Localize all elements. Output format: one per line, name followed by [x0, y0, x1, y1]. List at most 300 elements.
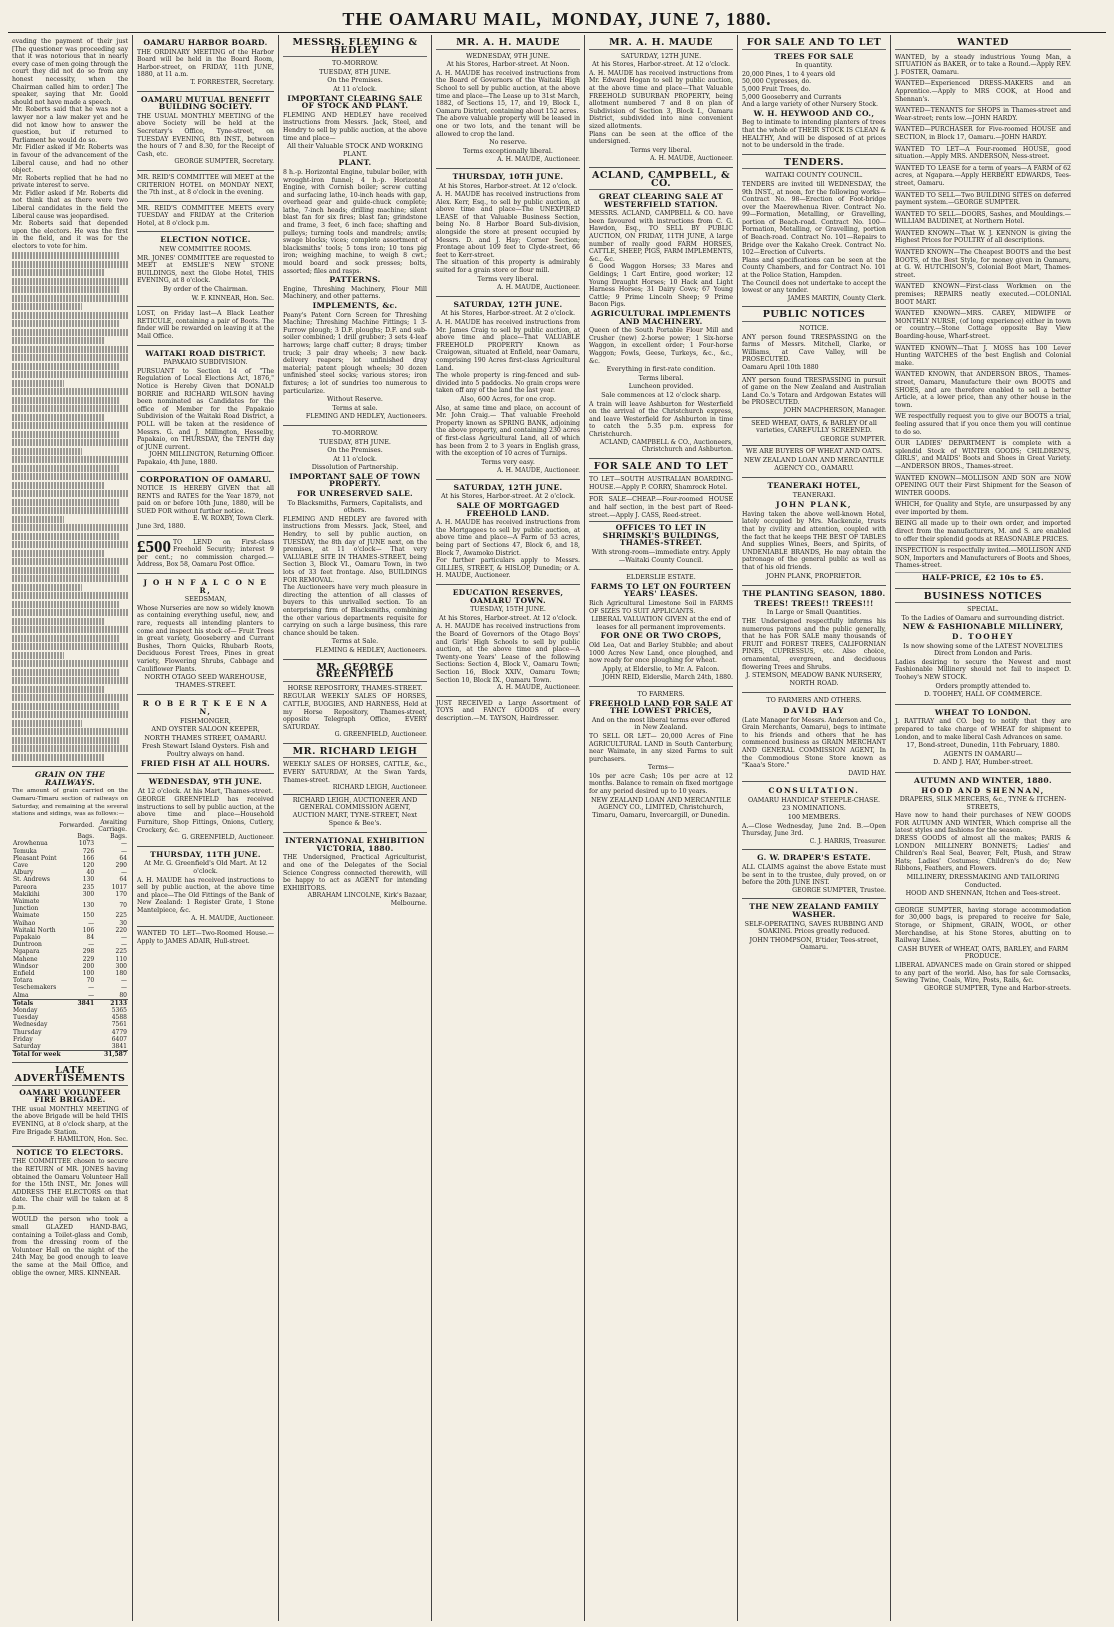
grain-total-cell: 2133: [95, 999, 128, 1007]
sumpter-ad: [895, 904, 1071, 997]
leigh-ad: [283, 744, 427, 833]
late-heading: LATE ADVERTISEMENTS: [12, 1067, 128, 1085]
grain-bags: 40: [86, 869, 95, 877]
greenfield-sub: HORSE REPOSITORY, THAMES-STREET.: [287, 683, 423, 692]
ladies: To the Ladies of Oamaru and surrounding district.: [901, 613, 1065, 622]
tenders-body: TENDERS are invited till WEDNESDAY, the 9th INST., at noon, for the following works— Contract No. 98—Erection of Foot-bridge over the Maerewhenua River. Contract No. 99—Formation, Metalling, or Gravelling, portion of Beach-road. Contract No. 100—Formation, Metalling, or Gravelling, portion of Beach-road. Contract No. 101—Repairs to Bridge over the Kakaho Creek. Contract No. 102—Erection of Culverts.: [742, 180, 886, 257]
grain-bags: 130: [82, 876, 95, 884]
electors-heading: NOTICE TO ELECTORS.: [16, 1147, 124, 1157]
fh2-important: IMPORTANT SALE OF TOWN PROPERTY.: [289, 471, 421, 489]
week-row: [12, 1007, 128, 1014]
fh2-to-black: To Blacksmiths, Farmers, Capitalists, and others.: [287, 498, 423, 515]
grain-row: [12, 848, 128, 855]
waitaki-sub: PAPAKAIO SUBDIVISION.: [163, 358, 248, 367]
planting-heading: THE PLANTING SEASON, 1880.: [742, 589, 886, 599]
maude-also: Also, 600 Acres, for one crop.: [459, 394, 557, 403]
greenfield-wed-ad: [137, 774, 274, 847]
week-bags: 7561: [111, 1021, 127, 1029]
election-notice-ad: [137, 232, 274, 307]
wanted-item: WANTED—PURCHASER for Five-roomed HOUSE and SECTION, in Block 17, Oamaru.—JOHN HARDY.: [895, 125, 1071, 144]
millinery: NEW & FASHIONABLE MILLINERY,: [902, 622, 1064, 632]
wanted-item: WANTED TO SELL—DOORS, Sashes, and Mouldings.—WILLIAM BAUDINET, at Northern Hotel.: [895, 210, 1071, 229]
leigh-mart: RICHARD LEIGH, AUCTIONEER AND GENERAL COMMISSION AGENT, AUCTION MART, TYNE-STREET, Next Spence & Bee's.: [292, 795, 418, 827]
fh2-more: The Auctioneers have very much pleasure in directing the attention of all classes of buyers to this unrivalled section. To an enterprising firm of Blacksmiths, combining the other various departments requisite for carrying on such a large business, this rare chance should be taken.: [283, 584, 427, 637]
grain-station: Waimate: [13, 912, 40, 920]
report-line: Mr. Roberts said that he was not a lawyer nor a law maker yet and he did not know how to answer the question, but if returned to Parliament he would do so.: [12, 106, 128, 144]
grain-heading: GRAIN ON THE RAILWAYS.: [34, 770, 106, 787]
large-small: In Large or Small Quantities.: [766, 608, 862, 617]
masthead: [8, 6, 1106, 33]
falconer-ad: [137, 574, 274, 695]
report-line: Mr. Roberts said that depended upon the electors. He was the first in the field, and it was for the electors to vote for him.: [12, 220, 128, 251]
grain-row: [12, 934, 128, 941]
trees-heading: TREES FOR SALE: [774, 51, 854, 61]
acland-sub: GREAT CLEARING SALE AT WESTERFIELD STATION.: [598, 192, 724, 209]
grain-bags: 180: [115, 969, 127, 977]
wheat-london-ad: [895, 705, 1071, 773]
week-bags: 3841: [111, 1042, 127, 1050]
grain-bags: —: [88, 919, 95, 927]
grain-row: [12, 970, 128, 977]
nursery-addr: NORTH OTAGO SEED WAREHOUSE, THAMES-STREET.: [144, 673, 267, 689]
fh-premises: On the Premises.: [327, 76, 383, 85]
maude-body1b: The above valuable property will be leased in one or two lots, and the tenant will be allowed to crop the land.: [436, 115, 580, 138]
maude-sign: A. H. MAUDE, Auctioneer.: [191, 914, 274, 922]
grain-col-header: Awaiting Carriage.: [98, 818, 127, 833]
maude-wed: WEDNESDAY, 9TH JUNE.: [465, 51, 551, 60]
leigh-body: WEEKLY SALES OF HORSES, CATTLE, &c., EVERY SATURDAY, At the Swan Yards, Thames-street.: [283, 761, 427, 784]
maude-thu: THURSDAY, 10TH JUNE.: [452, 171, 564, 181]
fh-tomorrow: TO-MORROW.: [331, 59, 379, 68]
trees-item: 50,000 Cypresses, do.: [742, 78, 812, 86]
fh-implements-body: Peany's Patent Corn Screen for Threshing Machine; Threshing Machine Fittings; 1 3-Furrow plough; 3 D.F. ploughs; D.F. and sub-soiler combined; 1 drill grubber; 3 sets 4-leaf harrows; large chaff cutter; 8 drays; timber truck; 3 pair dray wheels; 3 new back-delivery reapers; lot unfinished dray material; patent plough wheels; 30 dozen unfinished steel socks; various stores; iron fixtures; a lot of sundries too numerous to particularize.: [283, 311, 427, 395]
electors-body: THE COMMITTEE chosen to secure the RETURN of MR. JONES having obtained the Oamaru Volunteer Hall for the 15th INST., Mr. Jones will ADDRESS THE ELECTORS on that date. The chair will be taken at 8 p.m.: [12, 1158, 128, 1211]
agri-heading: AGRICULTURAL IMPLEMENTS AND MACHINERY.: [590, 309, 732, 326]
grain-row: [12, 984, 128, 991]
corp-heading: CORPORATION OF OAMARU.: [139, 474, 272, 484]
grain-station: Pleasant Point: [13, 854, 57, 862]
washer-body: SELF-OPERATING, SAVES RUBBING AND SOAKING. Prices greatly reduced.: [744, 919, 884, 936]
society-heading: OAMARU MUTUAL BENEFIT BUILDING SOCIETY.: [140, 94, 271, 112]
maude2-heading: MR. A. H. MAUDE: [589, 39, 733, 50]
fire-body: THE usual MONTHLY MEETING of the above Brigade will be held THIS EVENING, at 8 o'clock sharp, at the Fire Brigade Station.: [12, 1105, 128, 1136]
half-price: HALF-PRICE, £2 10s to £5.: [922, 573, 1044, 583]
agents-name: D. AND J. HAY, Humber-street.: [933, 758, 1033, 767]
greenfield-repo-body: REGULAR WEEKLY SALES OF HORSES, CATTLE, BUGGIES, AND HARNESS, Held at my Horse Repository, Thames-street, opposite Telegraph Office, EVERY SATURDAY.: [283, 693, 427, 731]
london-body: J. RATTRAY and CO. beg to notify that they are prepared to take charge of WHEAT for shipment to London, and to make liberal Cash Advances on same.: [895, 718, 1071, 741]
grain-col-header: Forwarded.: [59, 822, 95, 830]
wanted-item: WANTED KNOWN, that ANDERSON BROS., Thames-street, Oamaru, Manufacture their own BOOTS and SHOES, and are therefore enabled to sell a better Article, at a lower price, than any other house in the town.: [895, 370, 1071, 412]
grain-bags: 70: [119, 901, 127, 909]
eld-apply: Apply, at Elderslie, to Mr. A. Falcon.: [602, 664, 720, 673]
grain-unit: Bags.: [77, 833, 95, 841]
toohey-sign: D. TOOHEY, HALL OF COMMERCE.: [923, 690, 1043, 699]
acland-heading: ACLAND, CAMPBELL, & CO.: [589, 172, 733, 190]
hotel-sign: JOHN PLANK, PROPRIETOR.: [766, 571, 862, 580]
wanted-item: BEING all made up to their own order, and imported direct from the manufacturers, M. and S. are enabled to offer their splendid goods at REASONABLE PRICES.: [895, 519, 1071, 546]
election-sub: NEW COMMITTEE ROOMS.: [159, 245, 252, 254]
leigh-sign: RICHARD LEIGH, Auctioneer.: [332, 784, 427, 792]
greenfield-repo-sign: G. GREENFIELD, Auctioneer.: [334, 731, 427, 739]
elderslie-ad: [589, 570, 733, 687]
grain-bags: 300: [82, 890, 95, 898]
week-row: [12, 1021, 128, 1028]
wanted-list: [895, 53, 1071, 573]
grain-bags: 225: [115, 948, 127, 956]
grain-bags: 120: [82, 861, 95, 869]
grain-row: [12, 920, 128, 927]
offices-heading: OFFICES TO LET IN SHRIMSKI'S BUILDINGS, THAMES-STREET.: [602, 523, 720, 548]
grain-row: [12, 963, 128, 970]
fsl-body1: TO LET—SOUTH AUSTRALIAN BOARDING-HOUSE.—Apply P. CORRY, Shamrock Hotel.: [589, 476, 733, 491]
maude2-body-b: Plans can be seen at the office of the undersigned.: [589, 130, 733, 146]
grain-station: Ngapara: [13, 948, 40, 956]
keenan-addr: NORTH THAMES STREET, OAMARU.: [144, 733, 267, 742]
week-row: [12, 1029, 128, 1036]
wanted-item: WANTED KNOWN—MRS. CAREY, MIDWIFE or MONTHLY NURSE, (of long experience) either in town or country.—Stone Cottage opposite Bay View Boarding-house, Wharf-street.: [895, 309, 1071, 343]
maude-suburban-ad: [589, 35, 733, 168]
bn-heading: BUSINESS NOTICES: [895, 593, 1071, 604]
nursery-trade: SEEDSMAN,: [184, 595, 227, 604]
maude-stores: At his Stores, Harbor-street. At Noon.: [446, 60, 570, 69]
cash-sign: GEORGE SUMPTER, Tyne and Harbor-streets.: [924, 984, 1071, 992]
hood-sign: HOOD AND SHENNAN, Itchen and Tees-street.: [905, 889, 1061, 898]
maude-sign3: A. H. MAUDE, Auctioneer.: [497, 467, 580, 475]
hay-ad: [742, 693, 886, 782]
maude2-sign: A. H. MAUDE, Auctioneer.: [650, 155, 733, 163]
freehold-body: TO SELL OR LET— 20,000 Acres of Fine AGRICULTURAL LAND in South Canterbury, near Waimate, in any sized Farms to suit purchasers.: [589, 732, 733, 763]
seed-body: SEED WHEAT, OATS, & BARLEY Of all varieties, CAREFULLY SCREENED.: [751, 418, 877, 435]
keenan-body: Fresh Stewart Island Oysters. Fish and Poultry always on hand.: [141, 742, 270, 758]
maude-body2: A. H. MAUDE has received instructions from Alex. Kerr, Esq., to sell by public auction, at above time and place—The UNEXPIRED LEASE of that Valuable Business Section, being No. 8 Harbor Board Sub-division, alongside the store at present occupied by Messrs. D. and J. Hay; Corner Section; Frontage about 109 feet to Clyde-street, 66 feet to Kerr-street.: [436, 191, 580, 259]
lost-body: LOST, on Friday last—A Black Leather RETICULE, containing a pair of Boots. The finder will be rewarded on leaving it at the Mail Office.: [137, 310, 274, 340]
maude-mortgage-ad: [436, 480, 580, 585]
grain-bags: 110: [115, 955, 127, 963]
expo-heading: INTERNATIONAL EXHIBITION VICTORIA, 1880.: [285, 836, 425, 853]
offices-sub: With strong-room—immediate entry. Apply—Waitaki County Council.: [591, 548, 731, 564]
maude-stores2: At his Stores, Harbor-street. At 12 o'clock.: [438, 181, 578, 190]
maude-mortgage: SALE OF MORTGAGED FREEHOLD LAND.: [456, 501, 560, 518]
grain-row: [12, 884, 128, 891]
edu-heading: EDUCATION RESERVES, OAMARU TOWN.: [452, 588, 564, 605]
fh2-terms: Terms at Sale.: [331, 637, 379, 646]
maude-body1: A. H. MAUDE has received instructions from the Board of Governors of the Waitaki High School to sell by public auction, at the above time and place—The Lease up to 31st March, 1882, of Sections 15, 17, and 19, Block I., Oamaru District, containing about 152 acres.: [436, 69, 580, 115]
grain-row: [12, 977, 128, 984]
maude-thu-ad: [137, 847, 274, 927]
edu-tue: TUESDAY, 15TH JUNE.: [470, 605, 546, 614]
grain-row: [12, 898, 128, 912]
grain-row: [12, 862, 128, 869]
grain-bags: —: [121, 840, 127, 848]
fh2-unreserved: FOR UNRESERVED SALE.: [297, 489, 413, 499]
keenan-name: R O B E R T K E E N A N,: [142, 699, 269, 716]
trees-qty: In quantity.: [795, 61, 833, 70]
grain-station: Windsor: [13, 962, 39, 970]
wanted-item: WANTED TO SELL—Two BUILDING SITES on deferred payment system.—GEORGE SUMPTER.: [895, 191, 1071, 210]
hood-dept: MILLINERY, DRESSMAKING AND TAILORING Conducted.: [906, 873, 1060, 889]
grain-bags: 298: [82, 948, 95, 956]
maude-terms2: Terms very liberal.: [477, 274, 539, 283]
lost-notice: [137, 307, 274, 345]
fh-without-reserve: Without Reserve.: [327, 395, 383, 404]
grain-row: [12, 855, 128, 862]
toys-body: JUST RECEIVED a Large Assortment of TOYS and FANCY GOODS of every description.—M. TAYSON, Hairdresser.: [436, 699, 580, 722]
maude-wed-ad: [436, 35, 580, 169]
edu-sign: A. H. MAUDE, Auctioneer.: [497, 684, 580, 692]
seed-sign: GEORGE SUMPTER.: [820, 435, 886, 443]
notice2-sign: JOHN MACPHERSON, Manager.: [783, 406, 886, 414]
grain-station: Mahene: [13, 955, 38, 963]
fleming-hedley-town-ad: [283, 426, 427, 660]
maude-body: A. H. MAUDE has received instructions to sell by public auction, at the above time and place—The Old Fittings of the Bank of New Zealand: 1 Register Grate, 1 Stone Mantelpiece, &c.: [137, 876, 274, 914]
wanted-item: WHICH, for Quality and Style, are unsurpassed by any ever imported by them.: [895, 500, 1071, 519]
week-row: [12, 1036, 128, 1043]
fh2-tue: TUESDAY, 8TH JUNE.: [319, 437, 391, 446]
buyers-body: WE ARE BUYERS OF WHEAT AND OATS.: [746, 447, 882, 456]
buyers-sign: NEW ZEALAND LOAN AND MERCANTILE AGENCY CO., OAMARU.: [743, 455, 885, 472]
harbor-body: THE ORDINARY MEETING of the Harbor Board will be held in the Board Room, Harbor-street, on FRIDAY, 11th JUNE, 1880, at 11 a.m.: [137, 48, 274, 79]
nursery-name: J O H N F A L C O N E R,: [143, 578, 268, 595]
hotel-ad: [742, 478, 886, 586]
grain-row: [12, 912, 128, 919]
edu-stores: At his Stores, Harbor-street. At 12 o'clock.: [438, 613, 578, 622]
fh-valuable: All their Valuable STOCK AND WORKING PLANT.: [287, 142, 423, 158]
notice1-date: Oamaru April 10th 1880: [742, 363, 819, 371]
late-advertisements: [12, 1063, 128, 1281]
election-heading: ELECTION NOTICE.: [160, 235, 251, 245]
heywood-name: W. H. HEYWOOD AND CO.,: [753, 108, 875, 118]
columns: [8, 35, 1106, 1621]
fh-plant-body: 8 h.-p. Horizontal Engine, tubular boiler, with wrought-iron funnel; 4 h.-p. Horizontal Engine, with Cornish boiler; screw cutting and surfacing lathe, 10-inch heads with gap, overhead gear and guide-chuck complete; lathe, 7-inch heads; drilling machine; silent blast fan for six fires; blast fan; grindstone and frame, 3 feet, 6 inch face; shafting and pulleys; turning tools and mandrels; anvils; swage blocks; vices; complete assortment of blacksmiths' tools; 5 tons iron; 10 tons pig iron; weighing machine, to weigh 8 cwt.; mould board and sock presses; bolts, assorted; files and rasps.: [283, 168, 427, 275]
maude-body3c: Also, at same time and place, on account of Mr. John Craig.— That valuable Freehold Property known as SPRING BANK, adjoining the above property, and containing 230 acres of first-class Agricultural Land, all of which has been from 2 to 3 years in English grass, with the exception of 10 acres of Turnips.: [436, 404, 580, 458]
tenders-plans: Plans and specifications can be seen at the County Chambers, and for Contract No. 101 at the Police Station, Hampden.: [742, 256, 886, 280]
eld-sign: JOHN REID, Elderslie, March 24th, 1880.: [602, 674, 733, 682]
washer-heading: THE NEW ZEALAND FAMILY WASHER.: [749, 902, 879, 919]
grain-total-cell: 3841: [58, 999, 95, 1007]
notice2-body: ANY person found TRESPASSING in pursuit of game on the New Zealand and Australian Land Co.'s Totara and Ardgowan Estates will be PROSECUTED.: [742, 376, 886, 407]
grain-bags: 166: [82, 854, 95, 862]
draper-ad: [742, 850, 886, 899]
lend-amount: £500: [137, 536, 171, 556]
eldersl-heading: ELDERSLIE ESTATE.: [626, 573, 696, 582]
fsl6-heading: FOR SALE AND TO LET: [742, 39, 886, 50]
fsl-body2: FOR SALE—CHEAP.—Four-roomed HOUSE and half section, in the best part of Reed-street.—Apply J. CASS, Reed-street.: [589, 496, 733, 519]
harbor-heading: OAMARU HARBOR BOARD.: [143, 38, 268, 47]
grain-bags: 106: [82, 926, 95, 934]
lend-body: TO LEND on First-class Freehold Security; interest 9 per cent.; no commission charged.—Address, Box 58, Oamaru Post Office.: [137, 538, 274, 569]
hood-list: DRESS GOODS of almost all the makes; PARIS & LONDON MILLINERY BONNETS; Ladies' and Children's Real Seal, Beaver, Felt, Plush, and Straw Hats; Ladies' Costumes; Children's do do; New Ribbons, Feathers, and Flowers.: [895, 835, 1071, 873]
hay-body: (Late Manager for Messrs. Anderson and Co., Grain Merchants, Oamaru), begs to intimate to his friends and others that he has commenced business as GRAIN MERCHANT AND GENERAL COMMISSION AGENT, In the Commodious Stone Store known as "Kaaa's Store.": [742, 716, 886, 770]
reid-committee-ad: [137, 171, 274, 202]
one-two: FOR ONE OR TWO CROPS,: [600, 631, 722, 641]
maude-reserve: No reserve.: [489, 138, 527, 147]
waitaki-date: Papakaio, 4th June, 1880.: [137, 458, 218, 466]
sumpter-body: GEORGE SUMPTER, having storage accommodation for 30,000 bags, is prepared to receive for Sale, Storage, or Shipment, GRAIN, WOOL, or other Merchandise, at his Stone Stores, abutting on to Railway Lines.: [895, 906, 1071, 945]
grain-bags: 1017: [111, 883, 127, 891]
week-total-cell: 31,587: [89, 1051, 128, 1059]
thu-heading: THURSDAY, 11TH JUNE.: [150, 849, 261, 859]
grain-on-railways: [12, 767, 128, 1063]
week-total: [12, 1051, 128, 1059]
fh-intro: FLEMING AND HEDLEY have received instructions from Messrs. Jack, Steel, and Hendry to sell by public auction, at the above time and place—: [283, 111, 427, 142]
wanted-item: WANTED KNOWN—That W. J. KENNON is giving the Highest Prices for POULTRY of all descriptions.: [895, 229, 1071, 248]
agri-body: Queen of the South Portable Flour Mill and Crusher (new) 2-horse power; 1 Six-horse Waggon, in excellent order; 1 Four-horse Waggon; Fowls, Geese, Turkeys, &c., &c., &c.: [589, 327, 733, 365]
draper-sign: GEORGE SUMPTER, Trustee.: [792, 886, 886, 894]
week-day: Saturday: [13, 1042, 41, 1050]
corp-date: June 3rd, 1880.: [137, 523, 186, 531]
grain-station: Arowhenua: [13, 840, 48, 848]
maude-terms: Terms exceptionally liberal.: [463, 146, 553, 155]
waitaki-heading: WAITAKI ROAD DISTRICT.: [145, 348, 266, 358]
autumn: AUTUMN AND WINTER, 1880.: [914, 775, 1052, 785]
toohey-body: Is now showing some of the LATEST NOVELTIES Direct from London and Paris.: [903, 641, 1063, 658]
one-two-body: Old Lea, Oat and Barley Stubble; and about 1000 Acres New Land, once ploughed, and now ready for once ploughing for wheat.: [589, 641, 733, 665]
wanted-item: OUR LADIES' DEPARTMENT is complete with a splendid Stock of WINTER GOODS; CHILDREN'S, GIRLS', and MAIDS' Boots and Shoes in Great Variety.—ANDERSON BROS., Thames-street.: [895, 439, 1071, 473]
grain-row: [12, 876, 128, 883]
washer-sign: JOHN THOMPSON, B'tider, Tees-street, Oamaru.: [749, 935, 879, 952]
fh-implements-heading: IMPLEMENTS, &c.: [312, 301, 398, 310]
fleming-hedley-ad: [283, 35, 427, 426]
grain-row: [12, 840, 128, 847]
wanted-item: WANTED—Experienced DRESS-MAKERS and an Apprentice.—Apply to MRS COOK, at Hood and Shennan's.: [895, 79, 1071, 106]
wed-heading: WEDNESDAY, 9TH JUNE.: [148, 777, 263, 787]
wanted-item: WANTED TO LET—A Four-roomed HOUSE, good situation.—Apply MRS. ANDERSON, Ness-street.: [895, 145, 1071, 164]
hay-name: DAVID HAY: [783, 705, 845, 715]
grain-bags: 300: [115, 962, 127, 970]
grain-bags: —: [121, 977, 127, 985]
maude-sat: SATURDAY, 12TH JUNE.: [453, 299, 563, 309]
planting-sign: J. STEMSON, MEADOW BANK NURSERY, NORTH ROAD.: [745, 671, 883, 687]
trees-item: 20,000 Pines, 1 to 4 years old: [742, 70, 836, 78]
notice-label: NOTICE.: [799, 324, 829, 332]
week-bags: 4588: [111, 1014, 127, 1022]
grain-bags: —: [88, 941, 95, 949]
column-1: [8, 35, 133, 1621]
freehold-ad: [589, 687, 733, 825]
grain-bags: 200: [82, 962, 95, 970]
nursery-body: Whose Nurseries are now so widely known as containing everything useful, new, and rare, requests all intending planters to come and inspect his stock of— Fruit Trees in great variety, Gooseberry and Currant Bushes, Thorn Quicks, Rhubarb Roots, Deciduous Forest Trees, Pines in great variety, Flowering Shrubs, Cabbage and Cauliflower Plants.: [137, 604, 274, 673]
grain-bags: 225: [115, 912, 127, 920]
grain-row: [12, 992, 128, 1000]
edu-body: A. H. MAUDE has received instructions from the Board of Governors of the Otago Boys' and Girls' High Schools to sell by public auction, at the above time and place—A Twenty-one Years' Lease of the following Sections: Section 4, Block V., Oamaru Town; Section 16, Block XXIV., Oamaru Town; Section 10, Block IX., Oamaru Town.: [436, 623, 580, 684]
election-sign: W. F. KINNEAR, Hon. Sec.: [191, 294, 274, 302]
greenfield-repository-ad: [283, 660, 427, 744]
fh-plant-heading: PLANT.: [338, 158, 372, 168]
week-day: Tuesday: [13, 1014, 39, 1022]
building-society-ad: [137, 92, 274, 171]
grain-total-cell: Totals: [12, 999, 58, 1007]
leigh-heading: MR. RICHARD LEIGH: [283, 748, 427, 759]
grain-bags: 84: [86, 933, 95, 941]
week-bags: 6407: [111, 1035, 127, 1043]
grain-bags: —: [121, 941, 127, 949]
trees-more: And a large variety of other Nursery Stock.: [742, 101, 878, 109]
wed-body: At 12 o'clock. At his Mart, Thames-street.: [137, 786, 273, 795]
trees-ad: [742, 35, 886, 155]
draper-heading: G. W. DRAPER'S ESTATE.: [757, 853, 871, 863]
public-notices: [742, 307, 886, 478]
hood-name: HOOD AND SHENNAN,: [921, 785, 1045, 795]
freehold-sub: And on the most liberal terms ever offered in New Zealand.: [591, 715, 731, 732]
waitaki-body: PURSUANT to Section 14 of "The Regulation of Local Elections Act, 1876," Notice is Hereby Given that DONALD BORRIE and RICHARD WILSON having been nominated as Candidates for the office of Member for the Papakaio Subdivision of the Waitaki Road District, a POLL will be taken at the residence of Messrs. G. and J. Millington, Hesselby, Papakaio, on THURSDAY, the TENTH day of JUNE current.: [137, 367, 274, 451]
greenfield-body: GEORGE GREENFIELD has received instructions to sell by public auction, at the above time and place—Household Furniture, Shop Fittings, Onions, Cutlery, Crockery, &c.: [137, 796, 274, 834]
maude2-body: A. H. MAUDE has received instructions from Mr. Edward Hogan to sell by public auction, at the above time and place—That Valuable FREEHOLD SUBURBAN PROPERTY, being allotment numbered 7 and 8 on plan of Subdivision of Section 3, Block I., Oamaru District, subdivided into nine convenient sized allotments.: [589, 69, 733, 130]
consult-sign: C. J. HARRIS, Treasurer.: [809, 837, 886, 845]
consult-sub: OAMARU HANDICAP STEEPLE-CHASE.: [747, 795, 881, 804]
toohey-name: D. TOOHEY: [952, 632, 1014, 641]
greenfield-sign: G. GREENFIELD, Auctioneer.: [181, 834, 274, 842]
wanted-item: WANTED KNOWN—MOLLISON AND SON are NOW OPENING OUT their First Shipment for the Season of WINTER GOODS.: [895, 474, 1071, 501]
grain-bags: 220: [115, 926, 127, 934]
hotel-name: JOHN PLANK,: [775, 500, 853, 510]
report-opening: evading the payment of their just [The questioner was proceeding say that it was notorious that in nearly every case of men going through the court they did not do so from any honest necessity, when the Chairman called him to order.] The speaker, saying that Mr. Goold should not have made a speech.: [12, 38, 128, 106]
toys-ad: [436, 697, 580, 727]
wanted-let-ad: [137, 927, 274, 949]
maude-body3: A. H. MAUDE has received instructions from Mr. James Craig to sell by public auction, at above time and place—That VALUABLE FREEHOLD PROPERTY Known as Craigowan, situated at Enfield, near Oamaru, comprising 190 Acres first-class Agricultural Land.: [436, 319, 580, 372]
farmers-heading: TO FARMERS.: [637, 689, 685, 698]
tenders-sub: WAITAKI COUNTY COUNCIL.: [765, 171, 863, 180]
wanted-item: INSPECTION is respectfully invited.—MOLLISON AND SON, Importers and Manufacturers of Boots and Shoes, Thames-street.: [895, 546, 1071, 573]
maude-body3b: The whole property is ring-fenced and sub-divided into 5 paddocks. No grain crops were taken off any of the land the last year.: [436, 372, 580, 395]
column-5: [585, 35, 738, 1621]
grain-station: Papakaio: [13, 933, 41, 941]
fh-sign: FLEMING AND HEDLEY, Auctioneers.: [305, 413, 427, 421]
fire-heading: OAMARU VOLUNTEER FIRE BRIGADE.: [19, 1087, 121, 1105]
business-notices: [895, 589, 1071, 705]
hay-sign: DAVID HAY.: [848, 769, 886, 777]
corporation-ad: [137, 472, 274, 536]
grain-station: Alma: [13, 991, 29, 999]
grain-bags: 170: [115, 890, 127, 898]
grain-station: St. Andrews: [13, 876, 51, 884]
grain-station: Albury: [13, 869, 34, 877]
hood-shennan-ad: [895, 773, 1071, 904]
farms-heading: FARMS TO LET ON FOURTEEN YEARS' LEASES.: [590, 581, 732, 599]
waitaki-sign: JOHN MILLINGTON, Returning Officer.: [149, 451, 274, 459]
grain-bags: 235: [82, 883, 95, 891]
election-body: MR. JONES' COMMITTEE are requested to MEET at EMSLIE'S NEW STONE BUILDINGS, next the Globe Hotel, THIS EVENING, at 8 o'clock.: [137, 254, 274, 285]
week-total-cell: Total for week: [12, 1051, 89, 1059]
fh2-body: FLEMING AND HEDLEY are favored with instructions from Messrs. Jack, Steel, and Hendry, to sell by public auction, on TUESDAY, the 8th day of JUNE next, on the premises, at 11 o'clock— That very VALUABLE SITE IN THAMES-STREET, being Section 3, Block VI., Oamaru Town, in two lots of 33 feet frontage. Also, BUILDINGS FOR REMOVAL.: [283, 515, 427, 584]
fh2-premises: On the Premises.: [327, 446, 383, 455]
special: SPECIAL.: [967, 605, 999, 614]
grain-station: Waitaki North: [13, 926, 56, 934]
acland-terms: Terms liberal.: [638, 373, 684, 382]
terms-heading: Terms—: [647, 763, 675, 772]
trees-item: 5,000 Fruit Trees, do.: [742, 85, 811, 93]
hotel-sub: TEANERAKI.: [792, 490, 836, 499]
wanted-item: WANTED KNOWN—The Cheapest BOOTS and the best BOOTS, of the Best Style, for money given in Oamaru, at G. W. HUTCHISON'S, Colonial Boot Mart, Thames-street.: [895, 248, 1071, 282]
grain-bags: 64: [119, 854, 127, 862]
grain-row: [12, 941, 128, 948]
hotel-heading: TEANERAKI HOTEL,: [767, 481, 861, 491]
wanted-bottom: WANTED TO LET—Two-Roomed House.—Apply to JAMES ADAIR, Hull-street.: [137, 930, 274, 945]
trees-trees: TREES! TREES!! TREES!!!: [754, 598, 874, 608]
wanted-heading: WANTED: [895, 39, 1071, 50]
washer-ad: [742, 899, 886, 957]
maude-thu-lease-ad: [436, 169, 580, 297]
grain-bags: —: [121, 933, 127, 941]
trees-item: 5,000 Gooseberry and Currants: [742, 93, 842, 101]
week-day: Friday: [13, 1035, 33, 1043]
wanted-item: WANTED TO LEASE for a term of years—A FARM of 62 acres, at Ngapara.—Apply HERBERT EDWARDS, Tees-street, Oamaru.: [895, 164, 1071, 191]
fh2-time: At 11 o'clock.: [333, 454, 377, 463]
cash-body: LIBERAL ADVANCES made on Grain stored or shipped to any part of the world. Also, has for sale Cornsacks, Sewing Twine, Coals, Wire, Posts, Rails, &c.: [895, 961, 1071, 985]
grain-bags: —: [121, 984, 127, 992]
grain-bags: 100: [82, 969, 95, 977]
column-2: [133, 35, 279, 1621]
column-7: [891, 35, 1075, 1621]
